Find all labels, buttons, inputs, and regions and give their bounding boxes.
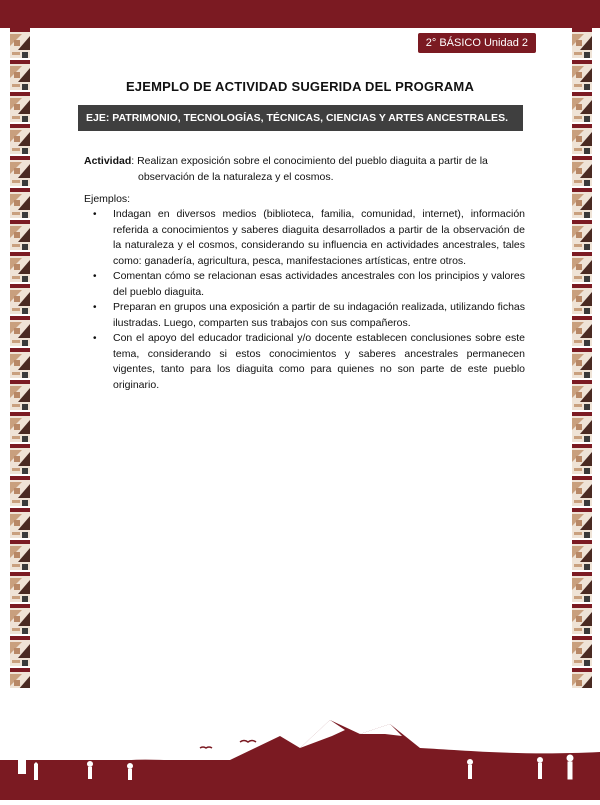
list-item [93, 300, 525, 331]
bullet-icon: • [93, 333, 97, 344]
top-bar [0, 0, 600, 28]
page-title: EJEMPLO DE ACTIVIDAD SUGERIDA DEL PROGRAMA [125, 79, 475, 94]
activity-label: Actividad [84, 155, 132, 167]
activity-text-line1: : Realizan exposición sobre el conocimiento del pueblo diaguita a partir de la [131, 155, 488, 167]
diaguita-pattern-icon [572, 28, 592, 688]
example-text: Preparan en grupos una exposición a partir de su indagación realizada, utilizando fichas ilustradas. Luego, comparten sus trabajos con sus compañeros. [113, 301, 525, 329]
list-item [93, 331, 525, 393]
list-item [93, 207, 525, 269]
bullet-icon: • [93, 271, 97, 282]
list-item [93, 269, 525, 300]
examples-label: Ejemplos: [84, 193, 131, 205]
example-text: Indagan en diversos medios (biblioteca, familia, comunidad, internet), información referida a conocimientos y saberes diaguita desarrollados a partir de la observación de la naturaleza y el cosmos, considerando su influencia en actividades ancestrales, tales como: ganadería, agricultura, pesca, manifestaciones artísticas, entre otros. [113, 208, 525, 267]
example-text: Con el apoyo del educador tradicional y/o docente establecen conclusiones sobre este tema, considerando si estos conocimientos y saberes ancestrales permanecen vigentes, tanto para los diaguita como para quienes no son parte de este pueblo originario. [113, 332, 525, 391]
left-pattern-border [10, 28, 30, 688]
unit-badge: 2° BÁSICO Unidad 2 [418, 33, 536, 53]
footer-landscape [0, 690, 600, 800]
activity-text-line2: observación de la naturaleza y el cosmos. [138, 171, 334, 183]
examples-list [93, 207, 525, 393]
landscape-silhouette-icon [0, 690, 600, 800]
diaguita-pattern-icon [10, 28, 30, 688]
bullet-icon: • [93, 302, 97, 313]
bullet-icon: • [93, 209, 97, 220]
example-text: Comentan cómo se relacionan esas actividades ancestrales con los principios y valores del pueblo diaguita. [113, 270, 525, 298]
axis-banner: EJE: PATRIMONIO, TECNOLOGÍAS, TÉCNICAS, CIENCIAS Y ARTES ANCESTRALES. [78, 105, 523, 131]
right-pattern-border [572, 28, 592, 688]
activity-paragraph [84, 153, 524, 185]
